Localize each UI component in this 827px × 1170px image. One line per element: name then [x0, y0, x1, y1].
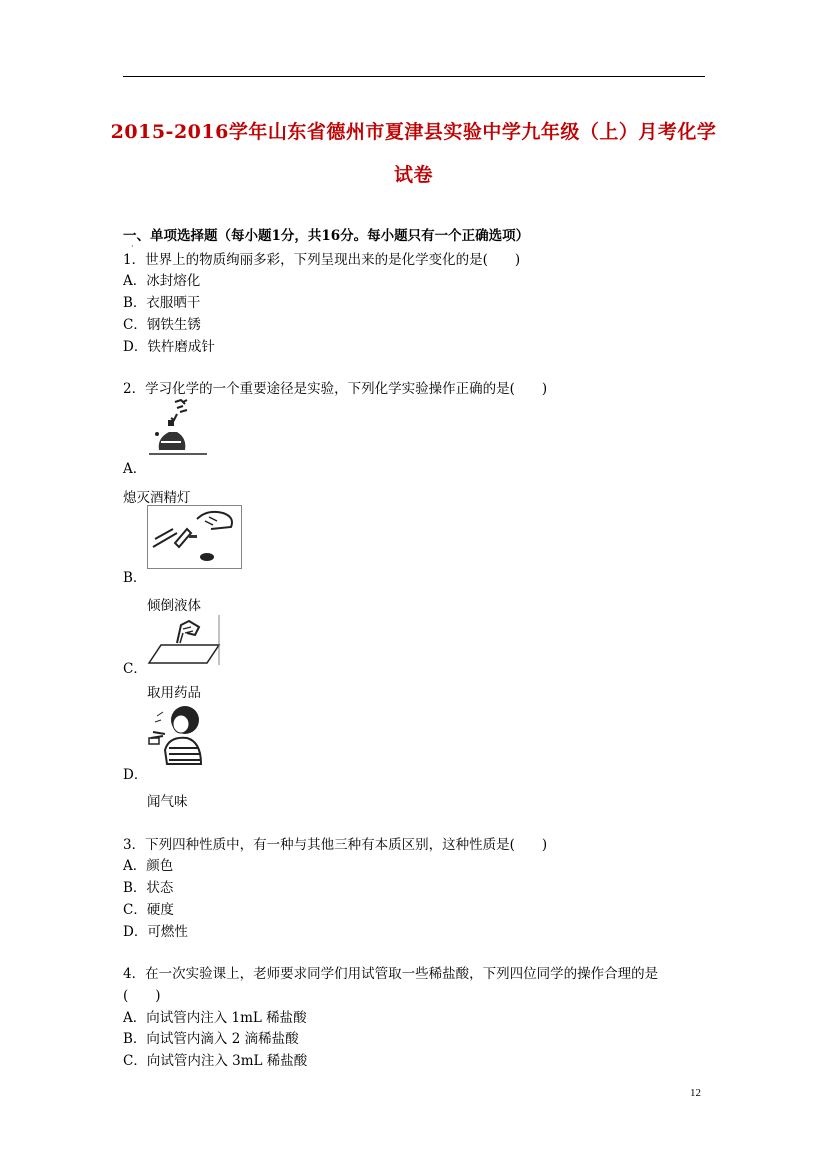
question-4-stem-cont: ( ): [123, 988, 161, 1004]
alcohol-lamp-image: [147, 398, 209, 460]
question-2-letter-c: C．: [123, 661, 147, 677]
question-3-option-c: C．硬度: [123, 902, 174, 918]
page-number: 12: [690, 1087, 701, 1099]
question-2-caption-c: 取用药品: [147, 685, 201, 701]
section-heading: 一、单项选择题（每小题1分，共16分。每小题只有一个正确选项）: [123, 228, 530, 244]
document-title-cont: 试卷: [393, 164, 433, 186]
document-title: 2015-2016学年山东省德州市夏津县实验中学九年级（上）月考化学: [110, 121, 717, 143]
question-4-option-a: A．向试管内注入 1mL 稀盐酸: [123, 1010, 307, 1026]
question-3-option-b: B．状态: [123, 880, 174, 896]
question-1-option-b: B．衣服晒干: [123, 295, 201, 311]
pouring-liquid-image: [147, 505, 242, 569]
question-2-letter-d: D．: [123, 767, 148, 783]
question-1-option-a: A．冰封熔化: [123, 273, 201, 289]
smelling-gas-image: [147, 702, 203, 766]
question-2-caption-d: 闻气味: [147, 794, 188, 810]
question-2-caption-b: 倾倒液体: [147, 598, 201, 614]
question-2-letter-a: A．: [123, 461, 147, 477]
question-4-stem: 4．在一次实验课上，老师要求同学们用试管取一些稀盐酸，下列四位同学的操作合理的是: [123, 966, 659, 982]
question-2-stem: 2．学习化学的一个重要途径是实验，下列化学实验操作正确的是( ): [123, 381, 548, 397]
question-3-option-d: D．可燃性: [123, 924, 188, 940]
taking-reagent-image: [147, 613, 221, 667]
question-1-option-c: C．钢铁生锈: [123, 317, 201, 333]
question-2-caption-a: 熄灭酒精灯: [123, 490, 191, 506]
question-2-letter-b: B．: [123, 570, 147, 586]
question-4-option-b: B．向试管内滴入 2 滴稀盐酸: [123, 1031, 299, 1047]
question-1-stem: 1．世界上的物质绚丽多彩，下列呈现出来的是化学变化的是( ): [123, 252, 521, 268]
question-1-option-d: D．铁杵磨成针: [123, 339, 215, 355]
question-3-stem: 3．下列四种性质中，有一种与其他三种有本质区别，这种性质是( ): [123, 837, 548, 853]
header-rule: [123, 76, 705, 77]
stray-mark: ·: [131, 242, 134, 251]
question-3-option-a: A．颜色: [123, 858, 174, 874]
question-4-option-c: C．向试管内注入 3mL 稀盐酸: [123, 1053, 308, 1069]
